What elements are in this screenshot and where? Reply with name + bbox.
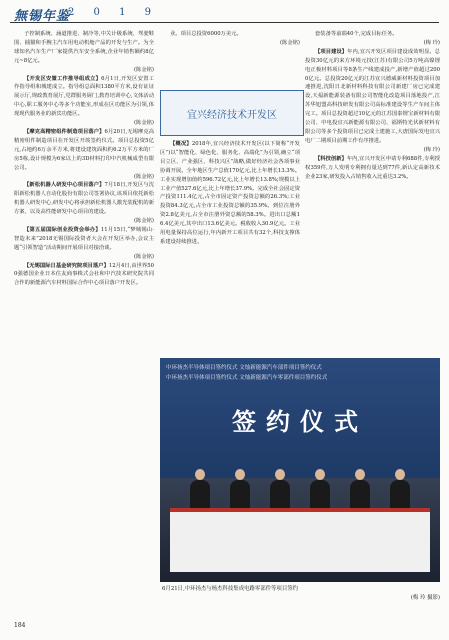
source-credit	[14, 173, 154, 182]
paragraph-text: 11月15日,“梦城锡山·智造未来”2018无锡国际投资者大会在开发区举办,会议主题“引领智造”活动期间开展项目对接洽谈。	[14, 226, 154, 251]
column-right	[305, 30, 440, 181]
paragraph-text: 套装备等前端40个,完成目标任务。	[315, 31, 398, 37]
paragraph-text: (陈金铭)	[133, 253, 154, 260]
paragraph	[14, 226, 154, 253]
paragraph-text: (梅 玲)	[423, 39, 440, 46]
photo-caption	[162, 585, 440, 603]
banner-line-2: 中环扬杰半导体项目签约仪式 文灿新能源汽车零部件项目签约仪式	[166, 375, 328, 381]
paragraph-text: 年内,宜兴开发区项目建设成效明显。总投资30亿元的来方环境元技(江苏)有限公司5万吨高镍锂电正极材料项目等8条生产线建成投产,新增产值超过2000亿元。总投资20亿元的江苏宜兴德威新材料投资项目加速推进,沈阳日北新材料科技有限公司新建厂房已完成建设,天福新能源装备有限公司智能化改造项目落地投产,江苏华旭盟高科技研发有限公司高标准建设等生产车间主体完工。项目总投资超过10亿元的江苏国泰锂宝新材料有限公司、中电投宜兴新能源有限公司、福斯特光伏新材料有限公司等多个投资项目已完成土建施工,大唐国际发电宜兴电厂二期项目前期工作有序推进。	[305, 48, 440, 144]
paragraph-text: 业。项目总投资6000万美元。	[170, 31, 242, 37]
column-middle	[160, 140, 300, 247]
paragraph-heading: 【项目建设】	[315, 48, 348, 55]
paragraph	[160, 140, 300, 247]
paragraph-text: (陈金铭)	[133, 66, 154, 73]
paragraph-heading: 【科技创新】	[315, 155, 347, 162]
paragraph-text: 年内,宜兴开发区申请专利688件,专利授权359件,万人发明专利拥有量达到77件,新认定高新技术企业23家,研发投入占销售收入比重达3.2%。	[305, 155, 440, 180]
source-credit	[14, 66, 154, 75]
column-middle-top	[160, 30, 300, 48]
paragraph-text: 7月18日,开发区与沈阳新松机器人自动化股份有限公司签署协议,该项目依托新松机器人研发中心,研发中心将承担新松机器人激光装配机的新方案、以及高性能研发中心项目的建设。	[14, 182, 154, 216]
paragraph-heading: 【开发区安置工作推导组成立】	[24, 75, 102, 82]
paragraph	[14, 75, 154, 120]
source-credit	[305, 146, 440, 155]
source-credit	[14, 253, 154, 262]
paragraph-heading: 【概况】	[170, 141, 192, 147]
caption-text: 6月21日,中环扬杰与杨杰科技集成电路零部件等项目签约	[162, 586, 298, 592]
paragraph	[160, 30, 300, 39]
paragraph-text: (陈金铭)	[133, 173, 154, 180]
paragraph	[14, 262, 154, 289]
year-label: 2 0 1 9	[68, 7, 159, 18]
source-credit	[160, 39, 300, 48]
caption-credit: (梅 玲 摄影)	[410, 595, 440, 601]
source-credit	[14, 217, 154, 226]
paragraph-text: (陈金铭)	[133, 218, 154, 225]
paragraph-text: (梅 玲)	[423, 146, 440, 153]
paragraph-text: 2018年,宜兴经济技术开发区(以下简称“开发区”)以“智能化、绿色化、服务化、高端化”为引领,确立“项目立区、产业强区、科技兴区”战略,做好经济社会各项事业协调开展。全年地区生产总值170亿元,比上年增长13.3%。工业实现增加值约596.72亿元,比上年增长13.8%;规模以上工业产值527.6亿元,比上年增长37.9%。完成全社会固定资产投资111.4亿元,占全市固定资产投资总额的26.3%;工业投资84.3亿元,占全市工业投资总额的35.9%。到位注册外资2.8亿美元,占全市注册外资总额的58.3%。进出口总额16.4亿美元,其中出口13.6亿美元。税收收入30.9亿元。工业用电量保持高位运行,年内新开工项目共有32个,科技支撑体系建设持续推进。	[160, 141, 300, 245]
page-number: 184	[14, 622, 26, 629]
paragraph-heading: 【新松机器人研发中心项目落户】	[24, 182, 105, 189]
brand-title: 無锡年鉴	[14, 9, 71, 24]
paragraph-heading: 【第五届国际创业投资会举办】	[24, 226, 101, 233]
source-credit	[305, 39, 440, 48]
paragraph-text: 6月20日,无锡摩克高精密组件制造项目在开发区开竣签约仪式。项目总投资5亿元,占地约6万余平方米,将建设建筑面积约6.2万平方米的厂房5栋,设计规模为6家以上的3D材料打印中汽机械成型有限公司。	[14, 128, 154, 171]
section-title-box	[160, 90, 304, 136]
paragraph	[305, 30, 440, 39]
paragraph	[305, 155, 440, 182]
banner-line-1: 中环扬杰半导体项目签约仪式 文灿新能源汽车部件项目签约仪式	[166, 365, 322, 371]
paragraph-text: (陈金铭)	[279, 39, 300, 46]
paragraph-heading: 【摩克高精密组件制造项目落户】	[24, 128, 105, 135]
paragraph	[14, 181, 154, 217]
paragraph-text: (陈金铭)	[133, 120, 154, 127]
page-header	[0, 0, 449, 26]
signing-table	[170, 508, 430, 572]
section-title: 宜兴经济技术开发区	[187, 110, 277, 121]
source-credit	[14, 119, 154, 128]
column-left	[14, 30, 154, 288]
paragraph-text: 6月1日,开发区安置工作指导组和城建成立。指导组总面积1380平方米,设有证证展示厅,规政教育展厅,党群服务厨门,教育培训中心,文体活动中心,职工服务中心等多个功能室,形成在区功能区为引领,体现现代服务业的新宾功能区。	[14, 75, 154, 118]
paragraph	[14, 128, 154, 173]
signing-ceremony-photo	[160, 358, 440, 582]
paragraph	[305, 48, 440, 146]
ceremony-sign: 签约仪式	[232, 408, 368, 436]
paragraph-text: 12月4日,由世界500强德国企业日本住友商事株式会社和中汽技术研究院共同合作的新能源汽车材料国际合作中心项目落户开发区。	[14, 262, 154, 287]
paragraph-heading: 【无锡国际日基金研究院项目落户】	[24, 262, 109, 269]
paragraph	[14, 30, 154, 66]
header-rule	[10, 22, 439, 23]
paragraph-text: 子控制系统、涵道推进、制冷等,中关计级系统、驾驶鞋围、捕猫和手腕主汽车用电动机舱产品的开发与生产。为全球知名汽车生产厂家提供汽车安全系统,企业年销售额约8亿元~8亿元。	[14, 31, 154, 64]
